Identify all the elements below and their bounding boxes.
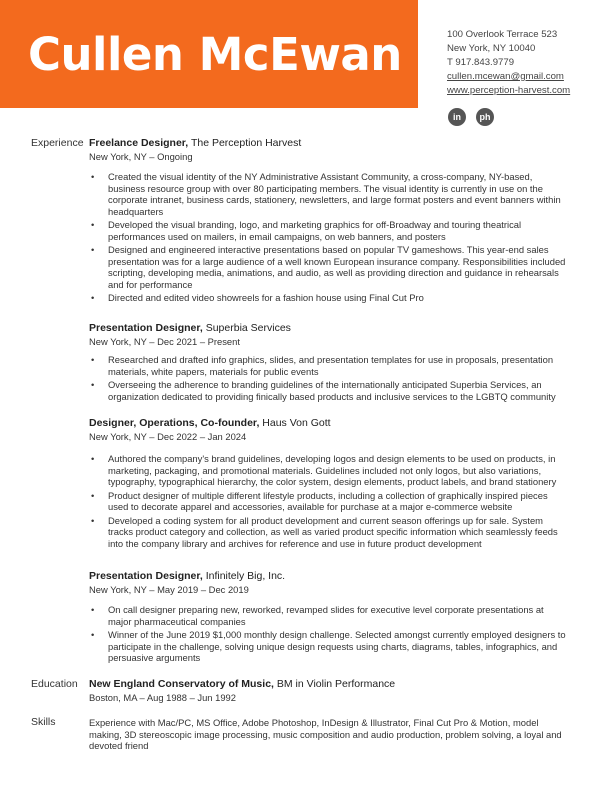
skills-label: Skills <box>31 716 56 728</box>
job-entry <box>89 417 569 551</box>
name-banner <box>0 0 418 108</box>
list-item: • Directed and edited video showreels for a fashion house using Final Cut Pro <box>89 292 569 304</box>
website-link[interactable]: www.perception-harvest.com <box>447 85 571 96</box>
job-location-dates: New York, NY – Ongoing <box>89 151 193 162</box>
address-line-2: New York, NY 10040 <box>447 43 536 54</box>
list-item: • Created the visual identity of the NY Administrative Assistant Community, a cross-company, NY-based, business resource group with over 80 participating members. The visual identity is currently in use on the corporate intranet, business cards, stationery, newsletters, and large format posters and event banners within headquarters <box>89 171 569 217</box>
job-entry <box>89 137 569 306</box>
job-bullets <box>89 354 569 402</box>
job-entry <box>89 570 569 666</box>
education-label: Education <box>31 678 78 690</box>
job-location-dates: New York, NY – Dec 2021 – Present <box>89 336 240 347</box>
social-links <box>448 108 494 126</box>
job-title: Presentation Designer, Infinitely Big, Inc. <box>89 570 286 582</box>
experience-label: Experience <box>31 137 84 149</box>
job-bullets <box>89 171 569 304</box>
list-item: • Designed and engineered interactive presentations based on popular TV gameshows. This year-end sales presentation was for a large audience of a well known European insurance company. Responsibilities included scripting, developing media, animations, and audio, as well as providing direction and guidance in rehearsals and for performance <box>89 244 569 290</box>
job-location-dates: New York, NY – Dec 2022 – Jan 2024 <box>89 431 247 442</box>
list-item: • On call designer preparing new, reworked, revamped slides for executive level corporate presentations at major pharmaceutical companies <box>89 604 569 627</box>
education-entry <box>89 678 569 704</box>
list-item: • Overseeing the adherence to branding guidelines of the internationally anticipated Superbia Services, an organization dedicated to providing finically based products and inclusive services to the LGBTQ community <box>89 379 569 402</box>
linkedin-icon[interactable]: in <box>448 108 466 126</box>
job-bullets <box>89 453 569 549</box>
school-name: New England Conservatory of Music, BM in Violin Performance <box>89 678 396 690</box>
list-item: • Authored the company's brand guidelines, developing logos and design elements to be used on products, in marketing, packaging, and promotional materials. Guidelines included not only logos, but also variations, typography, typographical hierarchy, the color system, design elements, product labels, and brand stationery <box>89 453 569 488</box>
email-link[interactable]: cullen.mcewan@gmail.com <box>447 71 564 82</box>
list-item: • Winner of the June 2019 $1,000 monthly design challenge. Selected amongst currently employed designers to participate in the challenge, solving unique design requests using charts, diagrams, tables, infographics, and persuasive arguments <box>89 629 569 664</box>
skills-entry <box>89 717 569 752</box>
list-item: • Product designer of multiple different lifestyle products, including a collection of graphically inspired pieces used to decorate apparel and accessories, available for purchase at a major e-commerce website <box>89 490 569 513</box>
portfolio-icon[interactable]: ph <box>476 108 494 126</box>
skills-text: Experience with Mac/PC, MS Office, Adobe Photoshop, InDesign & Illustrator, Final Cut Pro & Motion, model making, 3D stereoscopic image processing, music composition and audio production, problem solving, a loyal and devoted friend <box>89 717 562 751</box>
job-title: Designer, Operations, Co-founder, Haus Von Gott <box>89 417 331 429</box>
job-title: Freelance Designer, The Perception Harvest <box>89 137 302 149</box>
education-location-dates: Boston, MA – Aug 1988 – Jun 1992 <box>89 692 236 703</box>
job-bullets <box>89 604 569 664</box>
list-item: • Developed a coding system for all product development and current season offerings up for sale. System tracks product category and collection, as well as varied product specific information which seamlessly feeds into the company library and archives for reference and use in future product development <box>89 515 569 550</box>
person-name: Cullen McEwan <box>28 28 402 81</box>
phone-number: T 917.843.9779 <box>447 57 515 68</box>
job-location-dates: New York, NY – May 2019 – Dec 2019 <box>89 584 249 595</box>
address-line-1: 100 Overlook Terrace 523 <box>447 29 558 40</box>
contact-block <box>447 28 607 98</box>
list-item: • Developed the visual branding, logo, and marketing graphics for off-Broadway and touring theatrical performances used on mailers, in email campaigns, on web banners, and posters <box>89 219 569 242</box>
job-entry <box>89 322 569 404</box>
list-item: • Researched and drafted info graphics, slides, and presentation templates for use in proposals, presentation materials, white papers, materials for public events <box>89 354 569 377</box>
job-title: Presentation Designer, Superbia Services <box>89 322 291 334</box>
